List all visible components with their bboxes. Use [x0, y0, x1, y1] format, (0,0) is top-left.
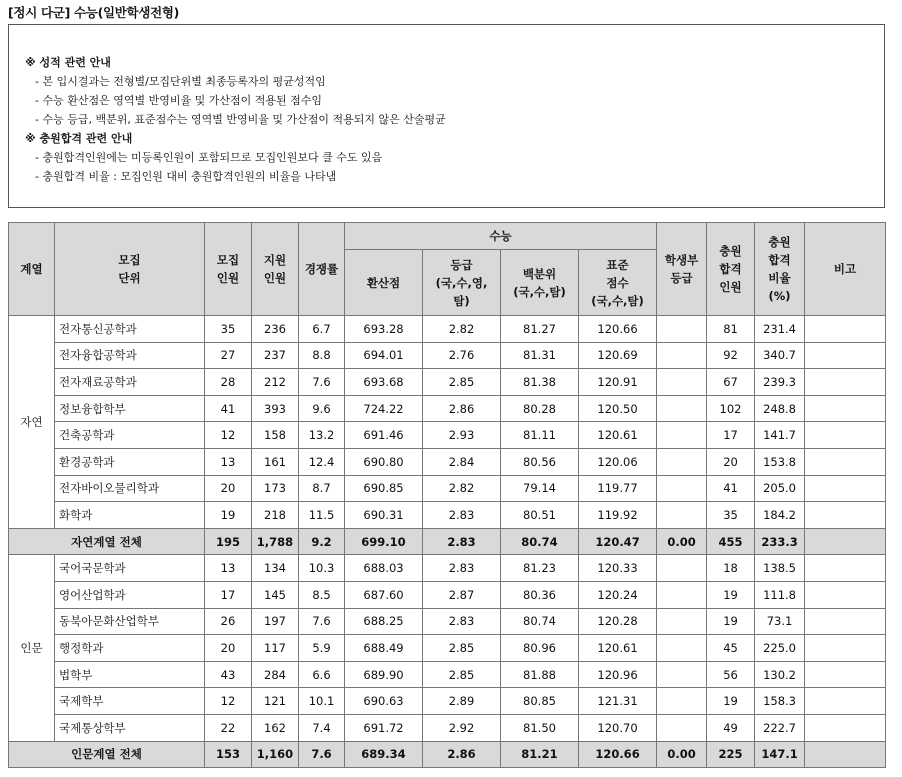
standard-cell: 120.69: [579, 342, 657, 369]
converted-cell: 693.68: [345, 369, 423, 396]
school-grade-cell: [657, 714, 707, 741]
ratio-total-cell: 9.2: [299, 528, 345, 555]
unit-name: 전자통신공학과: [55, 316, 205, 343]
table-row: [9, 635, 886, 662]
percentile-cell: 80.51: [501, 502, 579, 529]
grade-cell: 2.84: [423, 448, 501, 475]
ratio-cell: 12.4: [299, 448, 345, 475]
extra-count-cell: 92: [707, 342, 755, 369]
total-label: 자연계열 전체: [9, 528, 205, 555]
converted-cell: 690.63: [345, 688, 423, 715]
quota-cell: 22: [205, 714, 252, 741]
school-grade-cell: [657, 608, 707, 635]
extra-rate-cell: 205.0: [755, 475, 805, 502]
extra-count-cell: 19: [707, 608, 755, 635]
note-cell: [805, 395, 886, 422]
school-grade-cell: [657, 635, 707, 662]
converted-cell: 693.28: [345, 316, 423, 343]
applicants-cell: 218: [252, 502, 299, 529]
applicants-cell: 134: [252, 555, 299, 582]
extra-count-cell: 56: [707, 661, 755, 688]
extra-rate-cell: 138.5: [755, 555, 805, 582]
extra-rate-cell: 225.0: [755, 635, 805, 662]
grade-cell: 2.83: [423, 555, 501, 582]
extra-rate-cell: 184.2: [755, 502, 805, 529]
ratio-cell: 10.1: [299, 688, 345, 715]
table-row: [9, 342, 886, 369]
results-body: [9, 316, 886, 768]
standard-cell: 120.91: [579, 369, 657, 396]
percentile-cell: 81.50: [501, 714, 579, 741]
quota-cell: 35: [205, 316, 252, 343]
unit-name: 전자융합공학과: [55, 342, 205, 369]
quota-cell: 20: [205, 635, 252, 662]
notice-line: - 충원합격 비율 : 모집인원 대비 충원합격인원의 비율을 나타냄: [35, 170, 337, 183]
standard-cell: 119.77: [579, 475, 657, 502]
applicants-cell: 161: [252, 448, 299, 475]
applicants-cell: 162: [252, 714, 299, 741]
note-cell: [805, 661, 886, 688]
notice-line: - 수능 환산점은 영역별 반영비율 및 가산점이 적용된 점수임: [35, 94, 322, 107]
table-row: [9, 502, 886, 529]
percentile-cell: 81.31: [501, 342, 579, 369]
percentile-cell: 80.74: [501, 608, 579, 635]
quota-cell: 12: [205, 422, 252, 449]
standard-cell: 119.92: [579, 502, 657, 529]
standard-cell: 120.96: [579, 661, 657, 688]
converted-cell: 687.60: [345, 581, 423, 608]
applicants-cell: 158: [252, 422, 299, 449]
ratio-cell: 8.8: [299, 342, 345, 369]
extra-count-total-cell: 225: [707, 741, 755, 768]
grade-cell: 2.85: [423, 635, 501, 662]
unit-name: 환경공학과: [55, 448, 205, 475]
standard-total-cell: 120.66: [579, 741, 657, 768]
applicants-cell: 284: [252, 661, 299, 688]
applicants-cell: 236: [252, 316, 299, 343]
standard-cell: 120.06: [579, 448, 657, 475]
applicants-cell: 173: [252, 475, 299, 502]
table-row: [9, 475, 886, 502]
percentile-cell: 80.56: [501, 448, 579, 475]
extra-count-cell: 45: [707, 635, 755, 662]
group-label: 자연: [9, 316, 55, 529]
header-quota: 모집 인원: [205, 223, 252, 316]
grade-cell: 2.83: [423, 502, 501, 529]
grade-cell: 2.85: [423, 661, 501, 688]
quota-total-cell: 153: [205, 741, 252, 768]
extra-count-cell: 49: [707, 714, 755, 741]
extra-count-cell: 18: [707, 555, 755, 582]
quota-cell: 13: [205, 555, 252, 582]
applicants-cell: 121: [252, 688, 299, 715]
extra-rate-cell: 111.8: [755, 581, 805, 608]
header-extra-rate: 충원 합격 비율 (%): [755, 223, 805, 316]
converted-cell: 694.01: [345, 342, 423, 369]
standard-cell: 120.50: [579, 395, 657, 422]
note-cell: [805, 688, 886, 715]
extra-rate-total-cell: 233.3: [755, 528, 805, 555]
extra-rate-cell: 248.8: [755, 395, 805, 422]
quota-cell: 20: [205, 475, 252, 502]
extra-rate-cell: 73.1: [755, 608, 805, 635]
header-csat: 수능: [345, 223, 657, 250]
quota-cell: 28: [205, 369, 252, 396]
school-grade-cell: [657, 342, 707, 369]
note-cell: [805, 502, 886, 529]
ratio-cell: 6.7: [299, 316, 345, 343]
standard-cell: 121.31: [579, 688, 657, 715]
note-cell: [805, 608, 886, 635]
table-row: [9, 581, 886, 608]
table-row: [9, 422, 886, 449]
converted-total-cell: 699.10: [345, 528, 423, 555]
header-grade: 등급 (국,수,영, 탐): [423, 250, 501, 316]
extra-rate-cell: 158.3: [755, 688, 805, 715]
converted-cell: 690.31: [345, 502, 423, 529]
school-grade-cell: [657, 369, 707, 396]
standard-cell: 120.24: [579, 581, 657, 608]
school-grade-cell: [657, 316, 707, 343]
unit-name: 법학부: [55, 661, 205, 688]
note-cell: [805, 581, 886, 608]
converted-cell: 691.72: [345, 714, 423, 741]
table-row: [9, 608, 886, 635]
converted-cell: 688.25: [345, 608, 423, 635]
extra-rate-cell: 231.4: [755, 316, 805, 343]
table-row: [9, 395, 886, 422]
standard-cell: 120.61: [579, 422, 657, 449]
converted-cell: 690.85: [345, 475, 423, 502]
school-grade-cell: [657, 475, 707, 502]
standard-total-cell: 120.47: [579, 528, 657, 555]
ratio-cell: 5.9: [299, 635, 345, 662]
percentile-cell: 81.38: [501, 369, 579, 396]
grade-cell: 2.82: [423, 316, 501, 343]
note-cell: [805, 555, 886, 582]
unit-name: 영어산업학과: [55, 581, 205, 608]
grade-cell: 2.85: [423, 369, 501, 396]
ratio-cell: 13.2: [299, 422, 345, 449]
school-grade-cell: [657, 581, 707, 608]
header-converted: 환산점: [345, 250, 423, 316]
school-grade-cell: [657, 661, 707, 688]
ratio-cell: 6.6: [299, 661, 345, 688]
applicants-total-cell: 1,788: [252, 528, 299, 555]
table-row: [9, 714, 886, 741]
notice-line: - 본 입시결과는 전형별/모집단위별 최종등록자의 평균성적임: [35, 75, 326, 88]
unit-name: 국제학부: [55, 688, 205, 715]
page-title: [정시 다군] 수능(일반학생전형): [8, 5, 180, 20]
note-cell: [805, 316, 886, 343]
standard-cell: 120.33: [579, 555, 657, 582]
unit-name: 전자바이오물리학과: [55, 475, 205, 502]
standard-cell: 120.28: [579, 608, 657, 635]
ratio-cell: 8.5: [299, 581, 345, 608]
header-group: 계열: [9, 223, 55, 316]
total-row: [9, 528, 886, 555]
header-extra-count: 충원 합격 인원: [707, 223, 755, 316]
extra-count-total-cell: 455: [707, 528, 755, 555]
grade-cell: 2.87: [423, 581, 501, 608]
notice-box: [8, 24, 885, 208]
quota-cell: 17: [205, 581, 252, 608]
standard-cell: 120.66: [579, 316, 657, 343]
notice-line: - 충원합격인원에는 미등록인원이 포함되므로 모집인원보다 클 수도 있음: [35, 151, 383, 164]
school-grade-cell: [657, 422, 707, 449]
table-row: [9, 661, 886, 688]
extra-count-cell: 19: [707, 688, 755, 715]
unit-name: 정보융합학부: [55, 395, 205, 422]
unit-name: 국제통상학부: [55, 714, 205, 741]
quota-cell: 27: [205, 342, 252, 369]
table-row: [9, 316, 886, 343]
header-school-grade: 학생부 등급: [657, 223, 707, 316]
extra-count-cell: 17: [707, 422, 755, 449]
note-cell: [805, 635, 886, 662]
percentile-cell: 80.36: [501, 581, 579, 608]
quota-cell: 41: [205, 395, 252, 422]
note-cell: [805, 422, 886, 449]
converted-cell: 724.22: [345, 395, 423, 422]
notice-heading-scores: ※ 성적 관련 안내: [25, 56, 111, 69]
note-cell: [805, 714, 886, 741]
quota-cell: 26: [205, 608, 252, 635]
ratio-cell: 11.5: [299, 502, 345, 529]
converted-cell: 690.80: [345, 448, 423, 475]
note-cell: [805, 342, 886, 369]
total-label: 인문계열 전체: [9, 741, 205, 768]
table-row: [9, 448, 886, 475]
table-row: [9, 369, 886, 396]
extra-count-cell: 102: [707, 395, 755, 422]
quota-total-cell: 195: [205, 528, 252, 555]
header-note: 비고: [805, 223, 886, 316]
extra-rate-total-cell: 147.1: [755, 741, 805, 768]
converted-cell: 689.90: [345, 661, 423, 688]
unit-name: 건축공학과: [55, 422, 205, 449]
unit-name: 동북아문화산업학부: [55, 608, 205, 635]
converted-cell: 688.03: [345, 555, 423, 582]
applicants-cell: 145: [252, 581, 299, 608]
school-grade-cell: [657, 448, 707, 475]
total-row: [9, 741, 886, 768]
extra-count-cell: 35: [707, 502, 755, 529]
extra-count-cell: 41: [707, 475, 755, 502]
grade-cell: 2.89: [423, 688, 501, 715]
school-grade-cell: [657, 395, 707, 422]
school-grade-cell: [657, 555, 707, 582]
ratio-cell: 8.7: [299, 475, 345, 502]
extra-count-cell: 20: [707, 448, 755, 475]
percentile-cell: 80.28: [501, 395, 579, 422]
header-unit: 모집 단위: [55, 223, 205, 316]
ratio-total-cell: 7.6: [299, 741, 345, 768]
ratio-cell: 10.3: [299, 555, 345, 582]
header-ratio: 경쟁률: [299, 223, 345, 316]
applicants-cell: 117: [252, 635, 299, 662]
table-row: [9, 555, 886, 582]
converted-total-cell: 689.34: [345, 741, 423, 768]
percentile-total-cell: 81.21: [501, 741, 579, 768]
school-grade-total-cell: 0.00: [657, 528, 707, 555]
extra-rate-cell: 340.7: [755, 342, 805, 369]
standard-cell: 120.61: [579, 635, 657, 662]
ratio-cell: 7.4: [299, 714, 345, 741]
unit-name: 전자재료공학과: [55, 369, 205, 396]
unit-name: 화학과: [55, 502, 205, 529]
quota-cell: 12: [205, 688, 252, 715]
quota-cell: 13: [205, 448, 252, 475]
converted-cell: 688.49: [345, 635, 423, 662]
notice-line: - 수능 등급, 백분위, 표준점수는 영역별 반영비율 및 가산점이 적용되지 않은 산술평균: [35, 113, 446, 126]
applicants-total-cell: 1,160: [252, 741, 299, 768]
percentile-cell: 81.88: [501, 661, 579, 688]
applicants-cell: 237: [252, 342, 299, 369]
school-grade-cell: [657, 688, 707, 715]
extra-rate-cell: 222.7: [755, 714, 805, 741]
grade-total-cell: 2.86: [423, 741, 501, 768]
applicants-cell: 197: [252, 608, 299, 635]
percentile-cell: 81.27: [501, 316, 579, 343]
ratio-cell: 9.6: [299, 395, 345, 422]
note-cell: [805, 369, 886, 396]
extra-count-cell: 19: [707, 581, 755, 608]
percentile-cell: 80.85: [501, 688, 579, 715]
school-grade-cell: [657, 502, 707, 529]
quota-cell: 19: [205, 502, 252, 529]
extra-rate-cell: 130.2: [755, 661, 805, 688]
note-total-cell: [805, 741, 886, 768]
header-applicants: 지원 인원: [252, 223, 299, 316]
ratio-cell: 7.6: [299, 608, 345, 635]
results-table: [8, 222, 886, 768]
table-row: [9, 688, 886, 715]
converted-cell: 691.46: [345, 422, 423, 449]
applicants-cell: 393: [252, 395, 299, 422]
unit-name: 행정학과: [55, 635, 205, 662]
percentile-cell: 80.96: [501, 635, 579, 662]
grade-cell: 2.76: [423, 342, 501, 369]
grade-cell: 2.86: [423, 395, 501, 422]
unit-name: 국어국문학과: [55, 555, 205, 582]
note-cell: [805, 448, 886, 475]
percentile-cell: 81.11: [501, 422, 579, 449]
applicants-cell: 212: [252, 369, 299, 396]
school-grade-total-cell: 0.00: [657, 741, 707, 768]
grade-cell: 2.93: [423, 422, 501, 449]
extra-rate-cell: 153.8: [755, 448, 805, 475]
group-label: 인문: [9, 555, 55, 741]
extra-count-cell: 81: [707, 316, 755, 343]
grade-total-cell: 2.83: [423, 528, 501, 555]
extra-rate-cell: 141.7: [755, 422, 805, 449]
standard-cell: 120.70: [579, 714, 657, 741]
extra-rate-cell: 239.3: [755, 369, 805, 396]
note-cell: [805, 475, 886, 502]
grade-cell: 2.83: [423, 608, 501, 635]
header-percentile: 백분위 (국,수,탐): [501, 250, 579, 316]
percentile-total-cell: 80.74: [501, 528, 579, 555]
percentile-cell: 79.14: [501, 475, 579, 502]
percentile-cell: 81.23: [501, 555, 579, 582]
extra-count-cell: 67: [707, 369, 755, 396]
grade-cell: 2.92: [423, 714, 501, 741]
grade-cell: 2.82: [423, 475, 501, 502]
ratio-cell: 7.6: [299, 369, 345, 396]
header-standard: 표준 점수 (국,수,탐): [579, 250, 657, 316]
quota-cell: 43: [205, 661, 252, 688]
notice-heading-extra: ※ 충원합격 관련 안내: [25, 132, 133, 145]
note-total-cell: [805, 528, 886, 555]
